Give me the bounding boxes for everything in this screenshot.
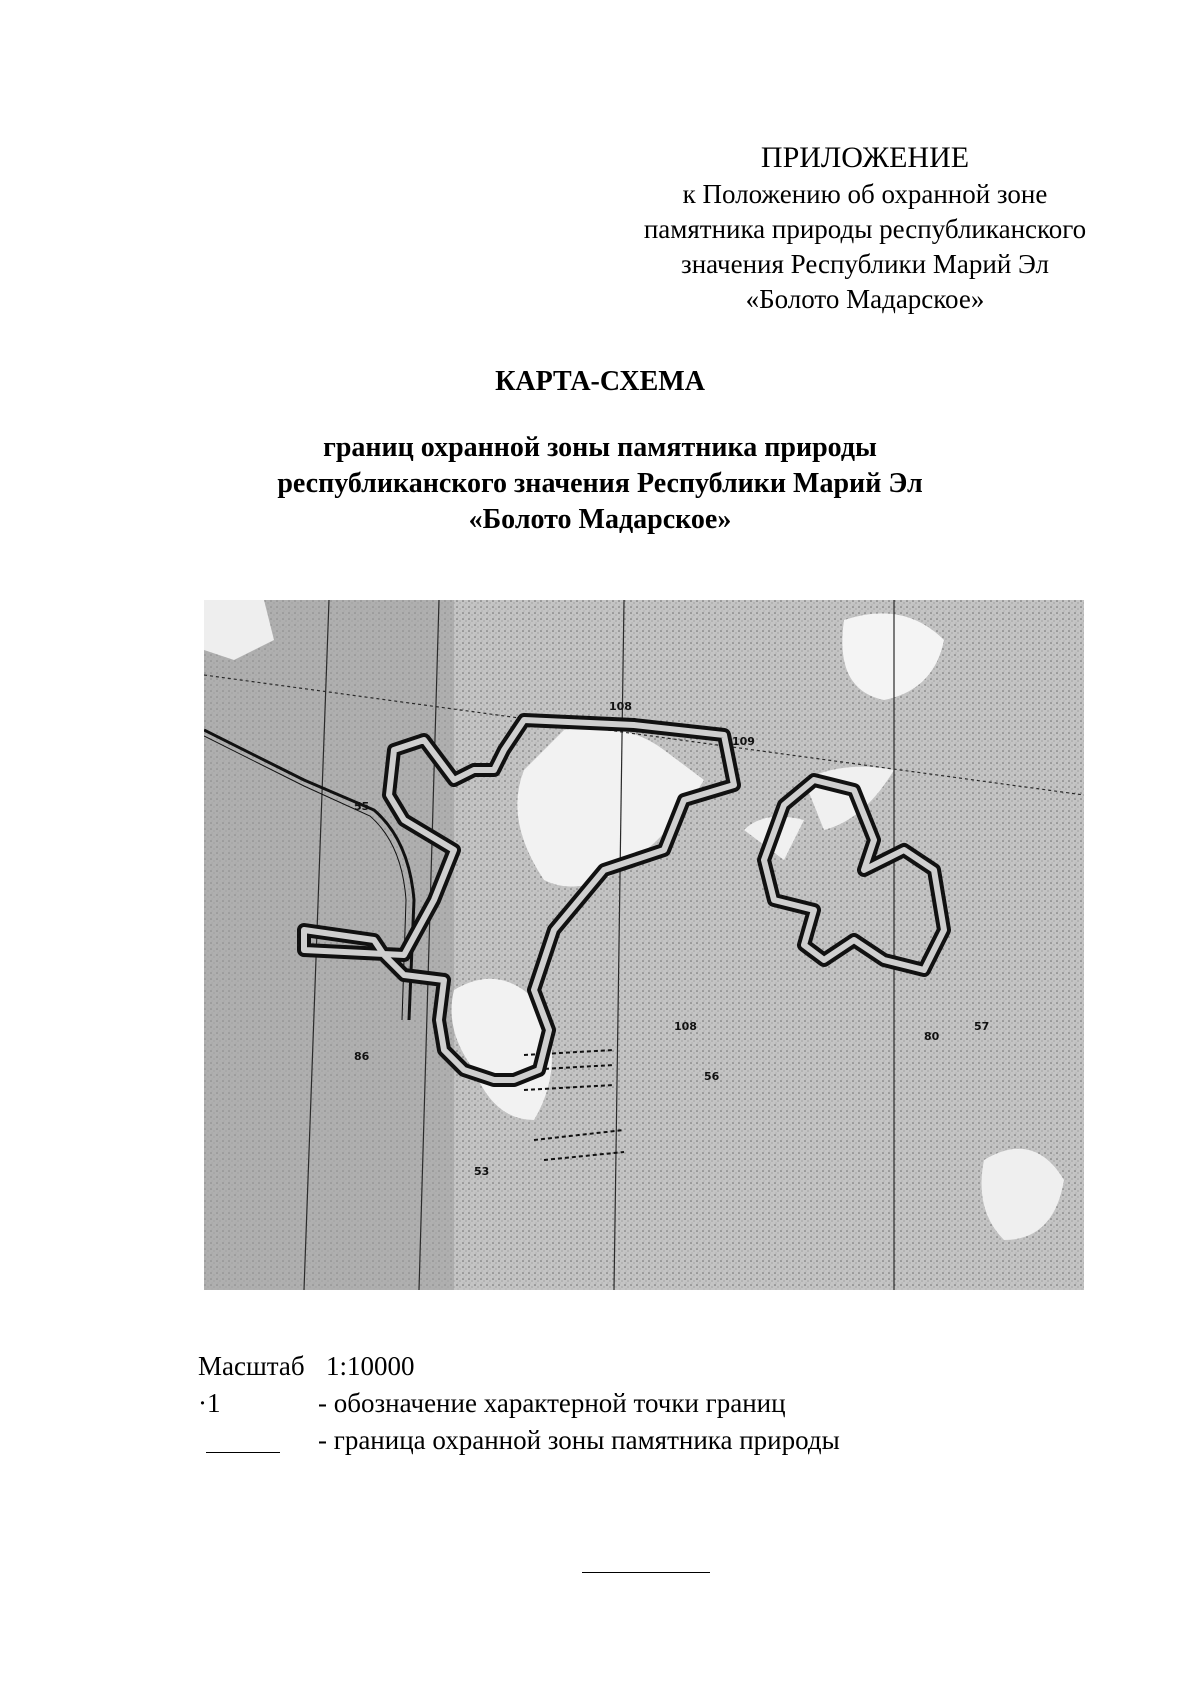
boundary-map: [204, 600, 1084, 1290]
document-title: КАРТА-СХЕМА: [495, 366, 705, 397]
point-symbol: ·1: [198, 1388, 221, 1418]
map-label: 109: [732, 735, 755, 748]
map-label: 86: [354, 1050, 370, 1063]
map-label: 80: [924, 1030, 940, 1043]
map-label: 108: [674, 1020, 697, 1033]
subtitle-line: «Болото Мадарское»: [468, 504, 732, 535]
appendix-line: к Положению об охранной зоне: [682, 179, 1048, 209]
map-label: 57: [974, 1020, 990, 1033]
map-label: 56: [704, 1070, 720, 1083]
map-label: 55: [354, 800, 370, 813]
appendix-line: «Болото Мадарское»: [745, 284, 985, 314]
map-label: 108: [609, 700, 632, 713]
appendix-line: значения Республики Марий Эл: [681, 249, 1049, 279]
point-description: - обозначение характерной точки границ: [318, 1388, 786, 1418]
boundary-line-sample: [206, 1452, 280, 1453]
boundary-description: - граница охранной зоны памятника природы: [318, 1425, 840, 1455]
document-subtitle: [200, 430, 1000, 538]
subtitle-line: республиканского значения Республики Марий Эл: [277, 468, 923, 499]
appendix-block: [620, 140, 1110, 317]
subtitle-line: границ охранной зоны памятника природы: [323, 432, 877, 463]
appendix-heading: ПРИЛОЖЕНИЕ: [760, 141, 970, 174]
appendix-line: памятника природы республиканского: [643, 214, 1087, 244]
scale-value: 1:10000: [326, 1351, 415, 1381]
map-label: 53: [474, 1165, 490, 1178]
scale-label: Масштаб: [198, 1351, 305, 1381]
footer-rule: [582, 1572, 710, 1573]
